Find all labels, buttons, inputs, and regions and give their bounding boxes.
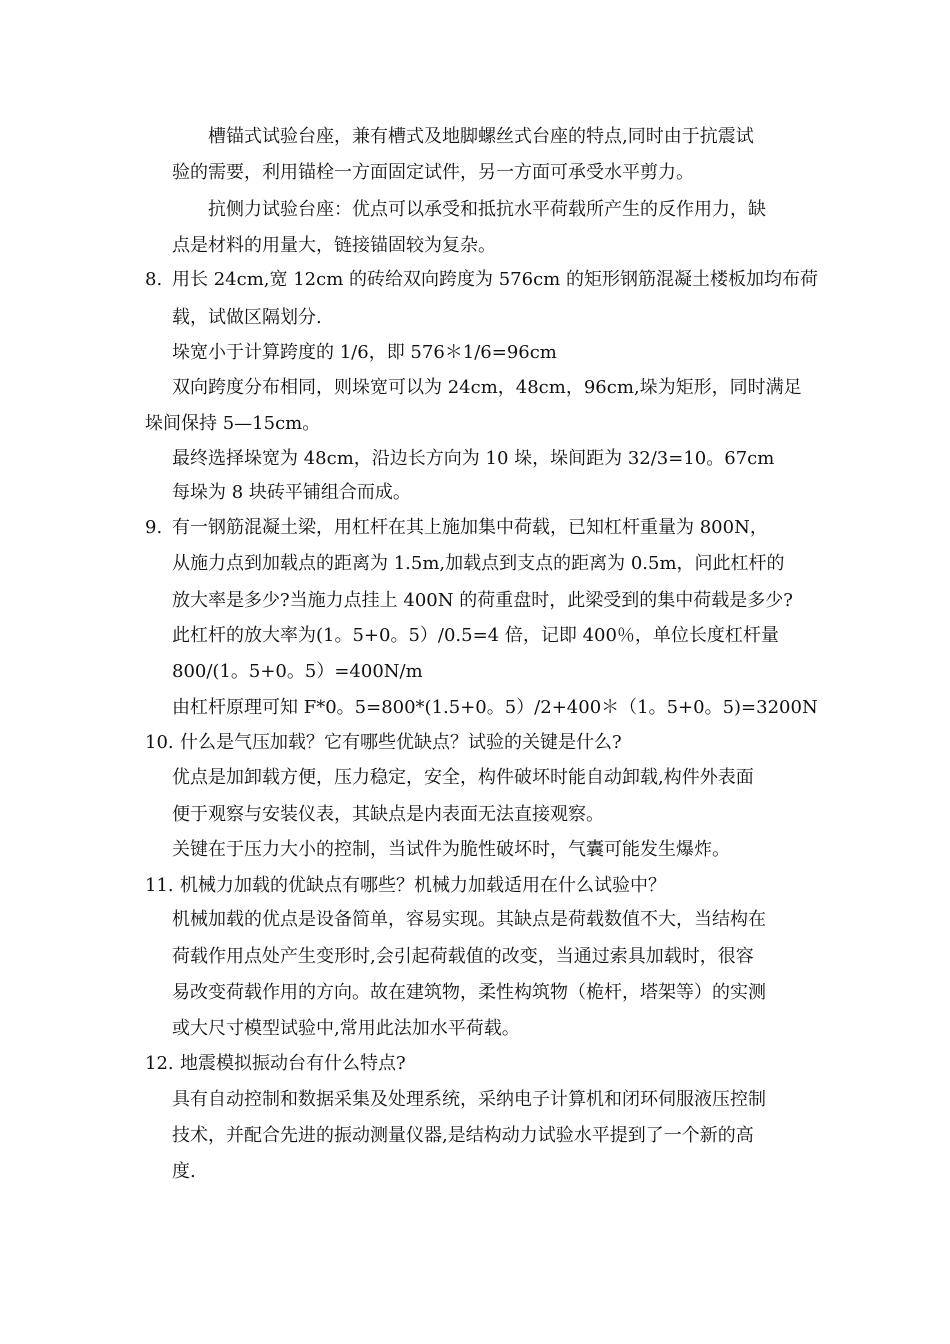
answer-line: 垛宽小于计算跨度的 1/6，即 576＊1/6=96cm [172, 342, 557, 363]
answer-line: 便于观察与安装仪表，其缺点是内表面无法直接观察。 [172, 804, 604, 825]
question-line: 用长 24cm,宽 12cm 的砖给双向跨度为 576cm 的矩形钢筋混凝土楼板加均布荷 [172, 269, 818, 290]
question-line: 机械力加载的优缺点有哪些？机械力加载适用在什么试验中？ [180, 875, 666, 896]
paragraph-line: 槽锚式试验台座，兼有槽式及地脚螺丝式台座的特点,同时由于抗震试 [208, 126, 754, 147]
question-line: 放大率是多少?当施力点挂上 400N 的荷重盘时，此梁受到的集中荷载是多少? [172, 590, 793, 611]
answer-line: 度. [172, 1161, 196, 1182]
answer-line: 优点是加卸载方便，压力稳定，安全，构件破坏时能自动卸载,构件外表面 [172, 767, 754, 788]
answer-line: 易改变荷载作用的方向。故在建筑物，柔性构筑物（桅杆，塔架等）的实测 [172, 982, 766, 1003]
answer-line: 荷载作用点处产生变形时,会引起荷载值的改变，当通过索具加载时，很容 [172, 946, 754, 967]
question-number: 12. [145, 1053, 174, 1074]
question-number: 10. [145, 732, 174, 753]
answer-line: 由杠杆原理可知 F*0。5=800*(1.5+0。5）/2+400＊（1。5+0。5)=3200N [172, 697, 818, 718]
answer-line: 最终选择垛宽为 48cm，沿边长方向为 10 垛，垛间距为 32/3=10。67cm [172, 448, 775, 469]
question-number: 9. [145, 517, 163, 538]
answer-line: 具有自动控制和数据采集及处理系统，采纳电子计算机和闭环伺服液压控制 [172, 1089, 766, 1110]
question-line: 有一钢筋混凝土梁，用杠杆在其上施加集中荷载，已知杠杆重量为 800N， [172, 517, 768, 538]
answer-line: 每垛为 8 块砖平铺组合而成。 [172, 482, 411, 503]
paragraph-line: 点是材料的用量大，链接锚固较为复杂。 [172, 235, 496, 256]
answer-line: 双向跨度分布相同，则垛宽可以为 24cm，48cm，96cm,垛为矩形，同时满足 [172, 377, 802, 398]
question-number: 11. [145, 875, 174, 896]
answer-line: 或大尺寸模型试验中,常用此法加水平荷载。 [172, 1018, 520, 1039]
answer-line: 800/(1。5+0。5）=400N/m [172, 661, 423, 682]
question-line: 什么是气压加载？它有哪些优缺点？试验的关键是什么? [180, 732, 622, 753]
question-number: 8. [145, 269, 163, 290]
answer-line: 技术，并配合先进的振动测量仪器,是结构动力试验水平提到了一个新的高 [172, 1125, 754, 1146]
question-line: 从施力点到加载点的距离为 1.5m,加载点到支点的距离为 0.5m，问此杠杆的 [172, 553, 785, 574]
question-line: 地震模拟振动台有什么特点? [180, 1053, 406, 1074]
question-line: 载，试做区隔划分. [172, 307, 322, 328]
paragraph-line: 验的需要，利用锚栓一方面固定试件，另一方面可承受水平剪力。 [172, 162, 694, 183]
answer-line: 机械加载的优点是设备简单，容易实现。其缺点是荷载数值不大，当结构在 [172, 909, 766, 930]
paragraph-line: 抗侧力试验台座：优点可以承受和抵抗水平荷载所产生的反作用力，缺 [208, 199, 766, 220]
answer-line: 此杠杆的放大率为(1。5+0。5）/0.5=4 倍，记即 400％，单位长度杠杆量 [172, 625, 779, 646]
answer-line: 关键在于压力大小的控制，当试件为脆性破坏时，气囊可能发生爆炸。 [172, 839, 730, 860]
answer-line: 垛间保持 5—15cm。 [145, 413, 321, 434]
